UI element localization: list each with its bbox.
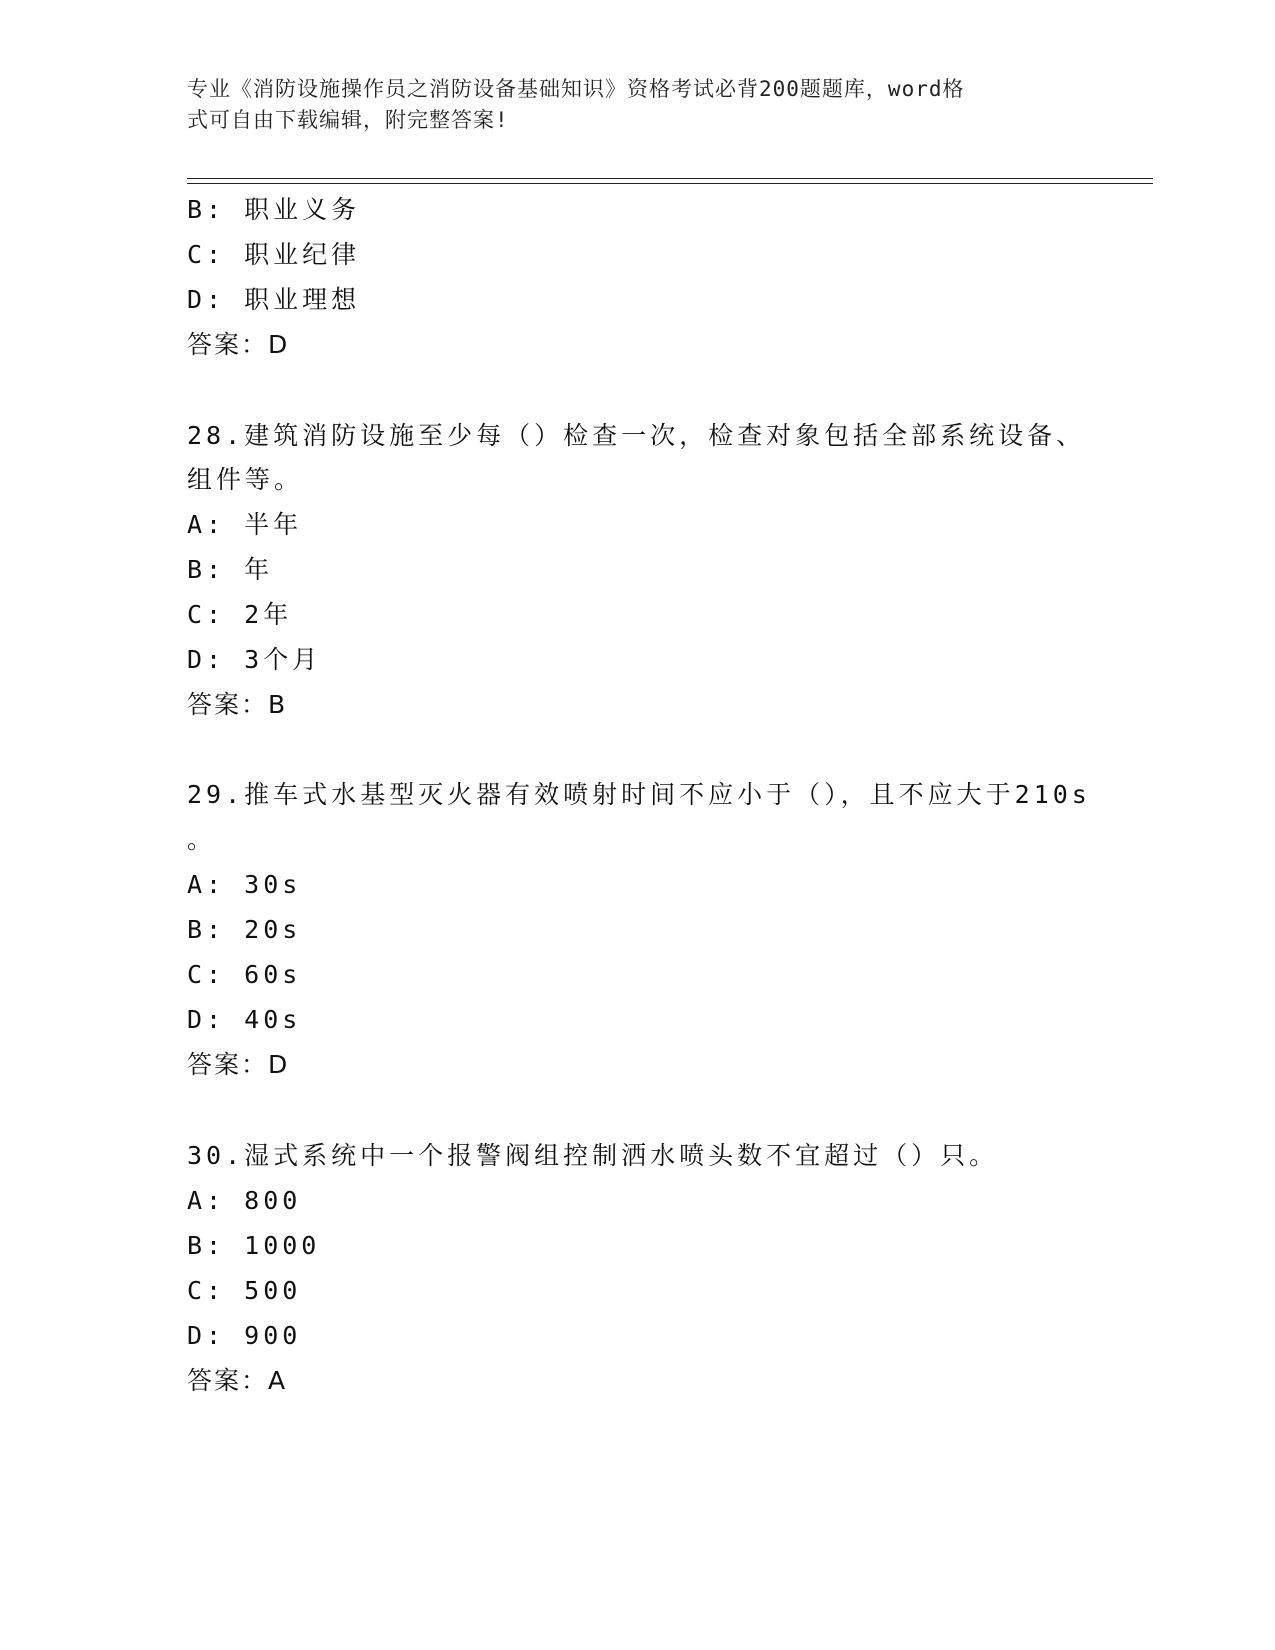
option-c: C: 60s: [187, 960, 302, 989]
option-a: A: 800: [187, 1186, 302, 1215]
document-header: [187, 74, 1067, 136]
option-c: C: 500: [187, 1276, 302, 1305]
option-d: D: 职业理想: [187, 285, 361, 314]
header-rule-top: [187, 178, 1153, 179]
option-d: D: 40s: [187, 1005, 302, 1034]
option-b: B: 20s: [187, 915, 302, 944]
question-29-line-1: 29.推车式水基型灭火器有效喷射时间不应小于（），且不应大于210s: [187, 780, 1091, 809]
option-b: B: 职业义务: [187, 195, 361, 224]
question-28-line-2: 组件等。: [187, 465, 304, 494]
option-d: D: 3个月: [187, 645, 322, 674]
answer-29: 答案：D: [187, 1050, 290, 1079]
header-line-1: 专业《消防设施操作员之消防设备基础知识》资格考试必背200题题库，word格: [187, 77, 965, 101]
header-line-2: 式可自由下载编辑，附完整答案!: [187, 108, 509, 132]
question-30-line-1: 30.湿式系统中一个报警阀组控制洒水喷头数不宜超过（）只。: [187, 1141, 999, 1170]
option-b: B: 1000: [187, 1231, 321, 1260]
option-c: C: 职业纪律: [187, 240, 361, 269]
option-c: C: 2年: [187, 600, 293, 629]
header-rule-bottom: [187, 183, 1153, 184]
option-a: A: 半年: [187, 510, 303, 539]
answer-27: 答案：D: [187, 330, 290, 359]
answer-30: 答案：A: [187, 1366, 288, 1395]
question-28-line-1: 28.建筑消防设施至少每（）检查一次，检查对象包括全部系统设备、: [187, 421, 1086, 450]
answer-28: 答案：B: [187, 690, 288, 719]
option-b: B: 年: [187, 555, 274, 584]
question-29-line-2: 。: [187, 825, 217, 854]
option-a: A: 30s: [187, 870, 302, 899]
option-d: D: 900: [187, 1321, 302, 1350]
